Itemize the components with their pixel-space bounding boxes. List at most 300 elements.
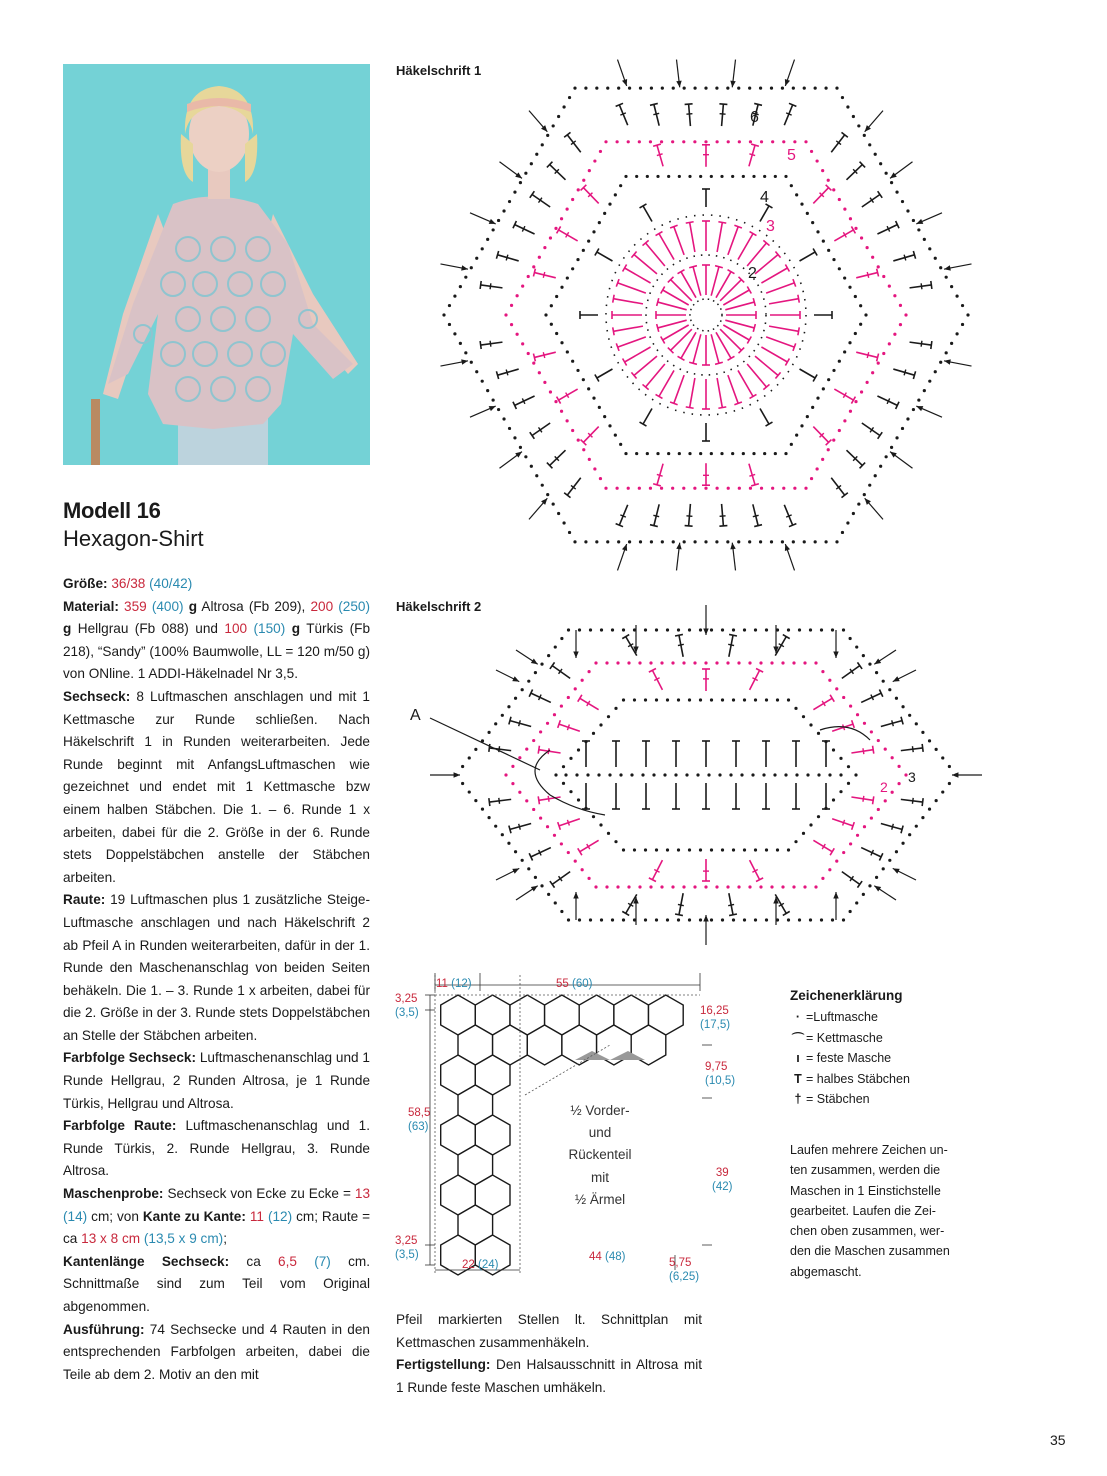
dim-left-bot [395,1234,419,1262]
pink-chain-dot [574,687,577,690]
chain-dot [569,757,572,760]
dc-stitch-cap [480,281,481,289]
round-label: 5 [787,147,796,164]
chain-dot [547,654,550,657]
chain-dot [862,893,865,896]
chain-dot [576,369,579,372]
pink-chain-dot [877,739,880,742]
hdc-stitch-cap [689,362,697,364]
hdc-stitch [613,326,643,331]
chain-dot [644,848,647,851]
edge-value-1b: (7) [314,1253,331,1269]
chain-dot [855,645,858,648]
chain-dot [530,465,533,468]
chain-dot [848,286,851,289]
working-direction-arrow [820,727,870,740]
chain-dot [592,397,595,400]
symbol-legend [790,988,960,1110]
chain-dot [699,175,702,178]
chain-dot [784,452,787,455]
dc-stitch-bar [506,370,508,376]
join-arrow-head [531,886,538,892]
dc-stitch-bar [567,724,569,730]
hdc-stitch [693,334,701,363]
dc-stitch-cap [873,746,874,754]
dc-stitch-cap [650,103,658,105]
pink-chain-dot [715,885,718,888]
chain-dot [699,452,702,455]
chain-dot [955,294,958,297]
slip-stitch-icon: ⌒ [791,1031,805,1046]
chain-stitch-icon: · [795,1010,801,1025]
chain-dot [544,313,547,316]
chain-dot [607,832,610,835]
chain-dot [554,645,557,648]
chain-dot [835,87,838,90]
pink-chain-dot [605,885,608,888]
chain-dot [707,773,710,776]
legend-item [790,1028,960,1049]
dc-stitch-cap [533,354,535,362]
finishing-label: Fertigstellung: [396,1357,491,1373]
chain-dot [906,209,909,212]
dc-stitch-bar [921,341,922,347]
dc-stitch-bar [728,644,734,645]
dc-stitch-cap [931,281,932,289]
chain-dot [486,238,489,241]
pink-chain-dot [832,188,835,191]
pink-chain-dot [759,661,762,664]
chain-dot [955,332,958,335]
pink-chain-dot [582,448,585,451]
material-amount-2b: (250) [338,598,370,614]
dc-stitch-cap [877,269,879,277]
hdc-stitch [716,332,731,358]
chain-dot [941,756,944,759]
chain-dot [699,918,702,921]
chain-dot [838,360,841,363]
chain-dot [794,707,797,710]
chain-dot [754,628,757,631]
chain-dot [633,698,636,701]
chain-dot [575,773,578,776]
pink-chain-dot [804,487,807,490]
dc-stitch-bar [543,352,544,358]
pink-chain-dot [870,730,873,733]
schematic-center-label [560,1100,640,1211]
chain-dot [817,773,820,776]
chain-dot [868,143,871,146]
hdc-stitch [618,337,646,347]
dc-stitch [689,104,691,126]
dc-stitch [750,860,760,880]
hdc-stitch-cap [689,266,697,268]
chain-dot [608,203,611,206]
pink-chain-dot [549,390,552,393]
chain-dot [622,628,625,631]
gauge-value-1: 13 [354,1186,371,1202]
dc-stitch [652,670,662,690]
chain-dot [901,842,904,845]
chain-dot [765,918,768,921]
half-double-crochet-icon: T [794,1071,802,1086]
chain-dot [846,105,849,108]
dc-stitch-cap [550,662,555,669]
hdc-stitch-cap [718,407,726,408]
hdc-stitch [755,255,778,274]
size-label: Größe: [63,576,108,591]
join-arrow-head [785,79,790,86]
chain-dot [776,848,779,851]
pink-chain-dot [715,661,718,664]
chain-dot [534,671,537,674]
chain-dot [672,540,675,543]
pink-chain-dot [760,487,763,490]
material-amount-2: 200 [310,598,334,614]
gauge-label: Maschenprobe: [63,1186,164,1202]
chain-dot [442,313,445,316]
material-yarn-1: Altrosa (Fb 209), [201,598,306,614]
crochet-chart-rhombus [400,600,1020,950]
chain-dot [507,842,510,845]
chain-dot [487,816,490,819]
chain-dot [838,267,841,270]
chain-dot [885,455,888,458]
chain-dot [934,257,937,260]
hdc-stitch-cap [686,222,694,223]
chain-dot [607,715,610,718]
chain-dot [784,773,787,776]
chain-dot [908,714,911,717]
hexagon-text: 8 Luftmaschen anschlagen und mit 1 Kettmasche zur Runde schließen. Nach Häkelschrift 1 in Runden weiterarbeiten. Jede Runde beginnt mit AnfangsLuftmaschen wie gezeichnet und endet mit 1 Kettmasche bzw einem halben Stäbchen. Die 1. – 6. Runde 1 x arbeiten, dabei für die 2. Größe in der 6. Runde stets Doppelstäbchen anstelle der Stäbchen arbeiten. [63,688,370,885]
chain-dot [622,848,625,851]
chain-dot [677,698,680,701]
join-arrow-head [573,892,578,898]
chain-dot [464,276,467,279]
dc-stitch-cap [878,432,883,439]
chain-dot [678,175,681,178]
chain-dot [606,540,609,543]
chain-dot [555,332,558,335]
pink-chain-dot [856,834,859,837]
chain-dot [557,512,560,515]
pink-chain-dot [510,304,513,307]
chain-dot [842,628,845,631]
join-arrow-head [676,543,681,550]
pink-chain-dot [877,808,880,811]
rhombus-label: Raute: [63,892,106,908]
hdc-stitch [681,272,696,298]
center-label-line-2: und [588,1125,612,1141]
chain-dot [921,731,924,734]
chain-dot [633,848,636,851]
hdc-stitch [728,375,738,403]
dc-stitch [851,797,873,800]
chain-dot [552,502,555,505]
pink-chain-dot [863,825,866,828]
pink-chain-dot [571,429,574,432]
chain-dot [721,698,724,701]
pink-chain-dot [518,791,521,794]
chain-dot [743,918,746,921]
pink-chain-dot [749,140,752,143]
pink-chain-dot [771,140,774,143]
pink-chain-dot [871,256,874,259]
chain-dot [578,918,581,921]
pink-chain-dot [726,885,729,888]
chain-dot [945,351,948,354]
dim-bot-right-value: 5,75 [669,1257,692,1269]
join-arrow-head [531,658,538,664]
chain-dot [688,848,691,851]
pink-chain-dot [671,885,674,888]
chain-dot [468,756,471,759]
dim-top-left-value: 11 [436,978,448,990]
pink-chain-dot [828,679,831,682]
dc-stitch-bar [499,798,500,804]
dc-stitch-bar [548,796,549,802]
chain-dot [774,175,777,178]
legend-label: = Stäbchen [806,1092,870,1107]
chain-dot [792,540,795,543]
hdc-stitch [766,337,794,347]
chain-dot [912,219,915,222]
gauge-text-2: cm; von [91,1208,139,1224]
chain-dot [622,918,625,921]
chain-dot [809,628,812,631]
pink-chain-dot [863,722,866,725]
dc-stitch-bar [678,644,684,645]
chain-dot [699,698,702,701]
pink-chain-dot [866,381,869,384]
chain-dot [849,637,852,640]
dc-stitch [550,165,566,180]
chain-dot [502,209,505,212]
chain-dot [814,87,817,90]
pink-chain-dot [828,868,831,871]
crochet-chart-hexagon [400,50,1020,590]
dc-stitch [813,840,832,851]
join-arrow-head [833,652,838,658]
pink-chain-dot [849,842,852,845]
chain-dot [809,918,812,921]
chain-dot [729,773,732,776]
dim-right-3 [712,1166,732,1194]
chain-dot [557,115,560,118]
hdc-stitch [738,234,753,260]
dc-stitch [901,799,923,802]
chain-dot [765,628,768,631]
chain-dot [737,540,740,543]
legend-note [790,1140,960,1282]
chain-dot [928,380,931,383]
chain-dot [595,540,598,543]
chain-dot [650,540,653,543]
sc-stitch [760,409,769,425]
chain-dot [502,417,505,420]
chain-dot [710,918,713,921]
chain-dot [571,267,574,270]
chain-dot [868,484,871,487]
chain-dot [787,698,790,701]
chain-dot [961,304,964,307]
dc-stitch [831,478,844,495]
chain-dot [666,698,669,701]
chain-dot [917,228,920,231]
pink-chain-dot [660,140,663,143]
chain-dot [939,361,942,364]
pink-chain-dot [532,808,535,811]
chain-dot [487,731,490,734]
round-label: 6 [750,109,759,126]
hdc-stitch [761,268,787,283]
chain-dot [882,867,885,870]
hdc-stitch [738,370,753,396]
pink-chain-dot [738,487,741,490]
chain-dot [726,540,729,543]
legend-note-line: abgemascht. [790,1264,862,1279]
pink-chain-dot [843,208,846,211]
pink-chain-dot [821,458,824,461]
dc-stitch-cap [538,796,539,804]
hdc-stitch-cap [798,295,799,303]
hdc-stitch [711,267,719,296]
chain-dot [459,342,462,345]
pink-chain-dot [860,390,863,393]
continued-paragraph: Pfeil markierten Stellen lt. Schnittplan mit Kettmaschen zusammenhäkeln. [396,1312,702,1350]
pink-chain-dot [571,198,574,201]
chain-dot [655,698,658,701]
join-arrow-head [944,265,951,270]
chain-dot [481,247,484,250]
chain-dot [464,351,467,354]
dc-stitch-bar [904,370,906,376]
join-arrow-head [874,658,881,664]
dc-stitch [552,872,570,885]
hdc-stitch [634,356,657,375]
chain-dot [519,181,522,184]
pink-chain-dot [782,140,785,143]
pink-chain-dot [827,179,830,182]
dim-bot-mid-value-2: (48) [605,1251,626,1263]
material-amount-3: 100 [224,621,248,637]
chain-dot [644,628,647,631]
chain-dot [546,493,549,496]
hdc-stitch [646,243,665,266]
pink-chain-dot [527,352,530,355]
chain-dot [945,276,948,279]
join-arrow-head [703,629,708,635]
pink-chain-dot [891,791,894,794]
hdc-stitch [690,378,695,408]
execution-text: 74 Sechsecke und 4 Rauten in den entsprechenden Farbfolgen arbeiten, dabei die Teile ab dem 2. Motiv an den mit [63,1321,370,1382]
chart1-group [441,60,972,571]
chain-dot [762,773,765,776]
dc-stitch-cap [496,251,498,259]
pink-chain-dot [538,256,541,259]
chain-dot [824,540,827,543]
model-photo-illustration [63,64,370,465]
pink-chain-dot [759,885,762,888]
chain-dot [578,628,581,631]
chain-dot [448,323,451,326]
chain-dot [718,773,721,776]
pink-chain-dot [577,438,580,441]
chain-dot [950,342,953,345]
dc-stitch-bar [657,154,663,156]
chain-dot [941,790,944,793]
pink-chain-dot [671,487,674,490]
chain-dot [795,433,798,436]
pink-chain-dot [904,313,907,316]
material-amount-1: 359 [124,598,147,614]
legend-item [790,1089,960,1110]
chain-dot [748,540,751,543]
dc-stitch-cap [538,746,539,754]
chain-dot [688,918,691,921]
hexagon-paragraph [63,686,370,889]
dc-stitch-bar [519,824,521,830]
hdc-stitch-cap [686,407,694,408]
pink-chain-dot [560,217,563,220]
hdc-stitch [728,227,738,255]
chain-dot [481,380,484,383]
chain-dot [599,823,602,826]
pink-chain-dot [538,371,541,374]
pink-chain-dot [877,265,880,268]
chain-dot [513,190,516,193]
chain-dot [882,680,885,683]
dc-stitch-cap [901,826,903,834]
chain-dot [606,87,609,90]
chain-dot [822,239,825,242]
chain-dot [683,540,686,543]
dc-stitch [567,135,580,152]
chain-dot [743,848,746,851]
chain-dot [912,408,915,411]
dc-stitch-bar [490,283,491,289]
chain-dot [699,848,702,851]
chain-dot [814,540,817,543]
dc-stitch [580,698,599,709]
pink-chain-dot [638,661,641,664]
chain-dot [855,901,858,904]
chain-dot [569,790,572,793]
chain-dot [678,452,681,455]
dc-stitch [679,893,683,915]
chain-dot [811,221,814,224]
chain-dot [857,502,860,505]
chain-dot [854,332,857,335]
hdc-stitch [717,378,722,408]
chain-dot [547,893,550,896]
pink-chain-dot [856,713,859,716]
join-arrow-head [454,772,460,777]
dc-stitch-cap [489,798,490,806]
chain-dot [928,808,931,811]
chain-dot [646,175,649,178]
pink-chain-dot [649,661,652,664]
pink-chain-dot [638,885,641,888]
dim-top-mid-value: 55 [556,978,569,990]
pink-chain-dot [884,799,887,802]
dc-stitch [532,423,550,436]
dc-stitch [532,194,550,207]
chain-dot [806,212,809,215]
chain-dot [584,87,587,90]
chain-dot [501,833,504,836]
chain-dot [832,258,835,261]
